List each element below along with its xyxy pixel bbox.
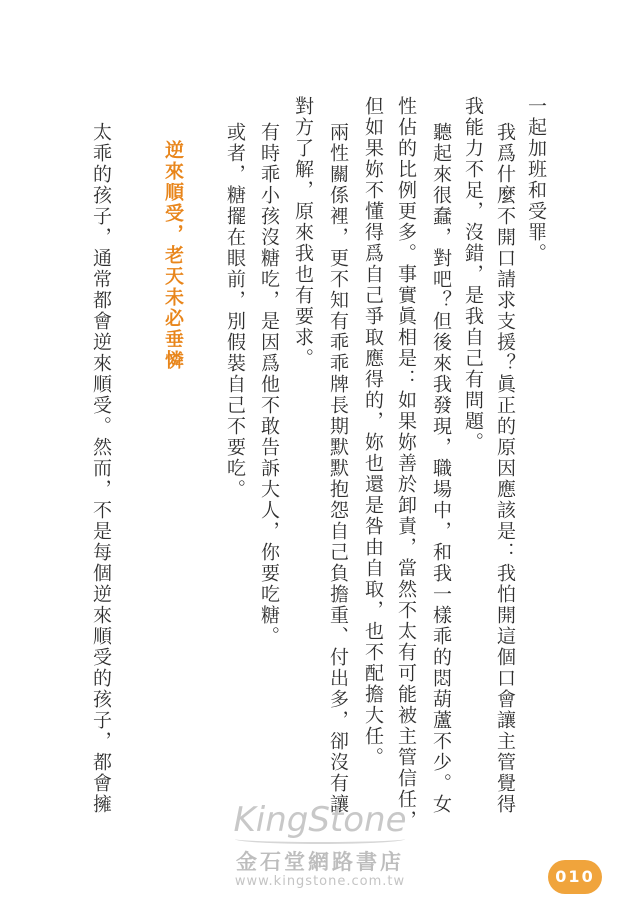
- text-column-7: 兩性關係裡，更不知有乖乖牌長期默默抱怨自己負擔重、付出多，卻沒有讓: [327, 122, 349, 815]
- logo-wordmark: KingStone: [233, 800, 407, 840]
- page-number-badge: 010: [548, 860, 602, 894]
- logo-chinese-name: 金石堂網路書店: [236, 849, 404, 874]
- text-column-2: 我爲什麼不開口請求支援？眞正的原因應該是：我怕開這個口會讓主管覺得: [494, 122, 516, 815]
- logo-url: www.kingstone.com.tw: [234, 874, 406, 889]
- text-column-3: 我能力不足，沒錯，是我自己有問題。: [462, 96, 484, 453]
- text-column-5: 性佔的比例更多。事實眞相是：如果妳善於卸責，當然不太有可能被主管信任，: [395, 96, 417, 831]
- text-column-10: 或者，糖擺在眼前，別假裝自己不要吃。: [224, 122, 246, 500]
- text-column-1: 一起加班和受罪。: [525, 96, 547, 264]
- section-heading: 逆來順受，老天未必垂憐: [162, 140, 184, 371]
- text-column-12: 太乖的孩子，通常都會逆來順受。然而，不是每個逆來順受的孩子，都會擁: [90, 122, 112, 815]
- text-column-6: 但如果妳不懂得爲自己爭取應得的，妳也還是咎由自取，也不配擔大任。: [362, 96, 384, 768]
- text-column-8: 對方了解，原來我也有要求。: [292, 96, 314, 369]
- text-column-9: 有時乖小孩沒糖吃，是因爲他不敢告訴大人，你要吃糖。: [258, 122, 280, 647]
- text-column-4: 聽起來很蠢，對吧？但後來我發現，職場中，和我一樣乖的悶葫蘆不少。女: [430, 122, 452, 815]
- kingstone-watermark-logo: [220, 800, 420, 895]
